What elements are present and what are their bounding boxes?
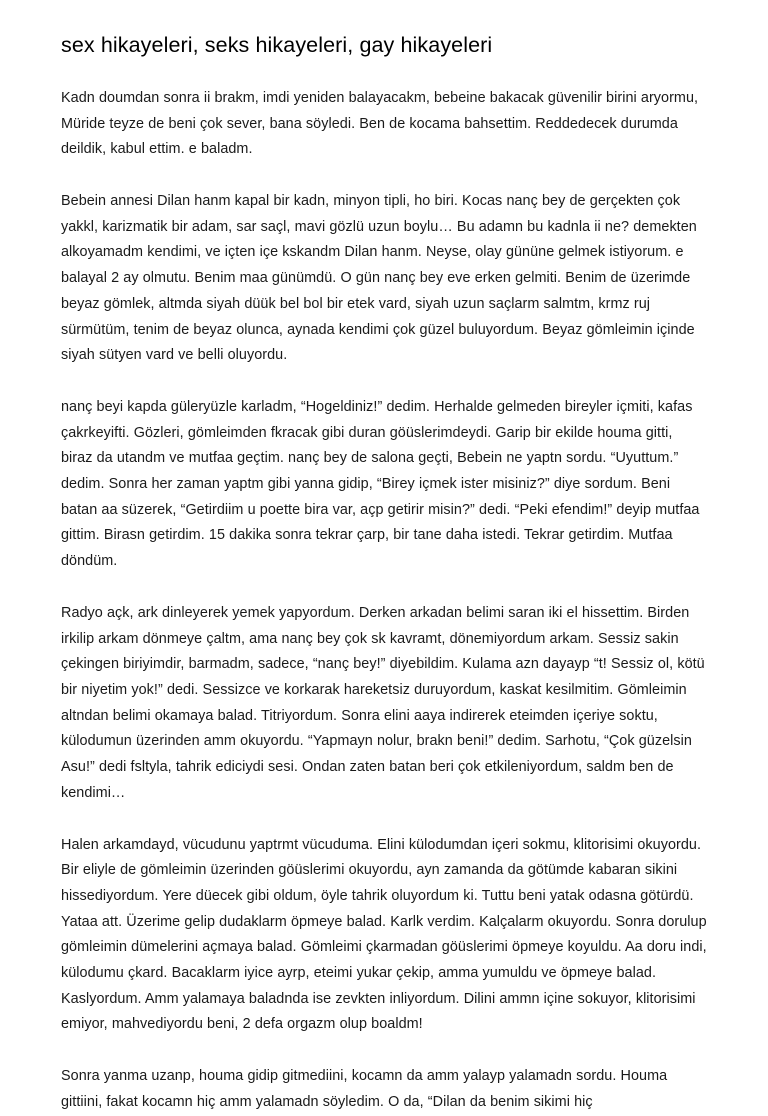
document-body (61, 86, 707, 1116)
paragraph-4: Radyo açk, ark dinleyerek yemek yapyordum. Derken arkadan belimi saran iki el hissettim. Birden irkilip arkam dönmeye çaltm, ama nanç bey çok sk kavramt, dönemiyordum arkam. Sessiz sakin çekingen biriyimdir, barmadm, sadece, “nanç bey!” diyebildim. Kulama azn dayayp “t! Sessiz ol, kötü bir niyetim yok!” dedi. Sessizce ve korkarak hareketsiz duruyordum, kaskat kesilmitim. Gömleimin altndan belimi okamaya balad. Titriyordum. Sonra elini aaya indirerek eteimden içeriye soktu, külodumun üzerinden amm okuyordu. “Yapmayn nolur, brakn beni!” dedim. Sarhotu, “Çok güzelsin Asu!” dedi fsltyla, tahrik ediciydi sesi. Ondan zaten batan beri çok etkileniyordum, saldm ben de kendimi… (61, 604, 705, 801)
paragraph-3: nanç beyi kapda güleryüzle karladm, “Hogeldiniz!” dedim. Herhalde gelmeden bireyler içmiti, kafas çakrkeyifti. Gözleri, gömleimden fkracak gibi duran göüslerimdeydi. Garip bir ekilde houma gitti, biraz da utandm ve mutfaa geçtim. nanç bey de salona geçti, Bebein ne yaptn sordu. “Uyuttum.” dedim. Sonra her zaman yaptm gibi yanna gidip, “Birey içmek ister misiniz?” diye sordum. Beni batan aa süzerek, “Getirdiim u poette bira var, açp getirir misin?” dedi. “Peki efendim!” deyip mutfaa gittim. Birasn getirdim. 15 dakika sonra tekrar çarp, bir tane daha istedi. Tekrar getirdim. Mutfaa döndüm. (61, 398, 700, 570)
page-title: sex hikayeleri, seks hikayeleri, gay hikayeleri (61, 33, 493, 57)
paragraph-1: Kadn doumdan sonra ii brakm, imdi yeniden balayacakm, bebeine bakacak güvenilir birini aryormu, Müride teyze de beni çok sever, bana söyledi. Ben de kocama bahsettim. Reddedecek durumda deildik, kabul ettim. e baladm. (61, 89, 699, 158)
paragraph-2: Bebein annesi Dilan hanm kapal bir kadn, minyon tipli, ho biri. Kocas nanç bey de gerçekten çok yakkl, karizmatik bir adam, sar saçl, mavi gözlü uzun boylu… Bu adamn bu kadnla ii ne? demekten alkoyamadm kendimi, ve içten içe kskandm Dilan hanm. Neyse, olay gününe gelmek istiyorum. e balayal 2 ay olmutu. Benim maa günümdü. O gün nanç bey eve erken gelmiti. Benim de üzerimde beyaz gömlek, altmda siyah düük bel bol bir etek vard, siyah uzun saçlarm salmtm, krmz ruj sürmütüm, tenim de beyaz olunca, aynada kendimi çok güzel buluyordum. Beyaz gömleimin içinde siyah sütyen vard ve belli oluyordu. (61, 193, 697, 364)
paragraph-6: Sonra yanma uzanp, houma gidip gitmediini, kocamn da amm yalayp yalamadn sordu. Houma gittiini, fakat kocamn hiç amm yalamadn söyledim. O da, “Dilan da benim sikimi hiç (61, 1068, 668, 1110)
paragraph-5: Halen arkamdayd, vücudunu yaptrmt vücuduma. Elini külodumdan içeri sokmu, klitorisimi okuyordu. Bir eliyle de gömleimin üzerinden göüslerimi okuyordu, ayn zamanda da götümde kabaran sikini hissediyordum. Yere düecek gibi oldum, öyle tahrik oluyordum ki. Tuttu beni yatak odasna götürdü. Yataa att. Üzerime gelip dudaklarm öpmeye balad. Karlk verdim. Kalçalarm okuyordu. Sonra dorulup gömleimin dümelerini açmaya balad. Gömleimi çkarmadan göüslerimi öpmeye koyuldu. Aa doru indi, külodumu çkard. Bacaklarm iyice ayrp, eteimi yukar çekip, amma yumuldu ve öpmeye balad. Kaslyordum. Amm yalamaya baladnda ise zevkten inliyordum. Dilini ammn içine sokuyor, klitorisimi emiyor, mahvediyordu beni, 2 defa orgazm olup boaldm! (61, 836, 707, 1033)
